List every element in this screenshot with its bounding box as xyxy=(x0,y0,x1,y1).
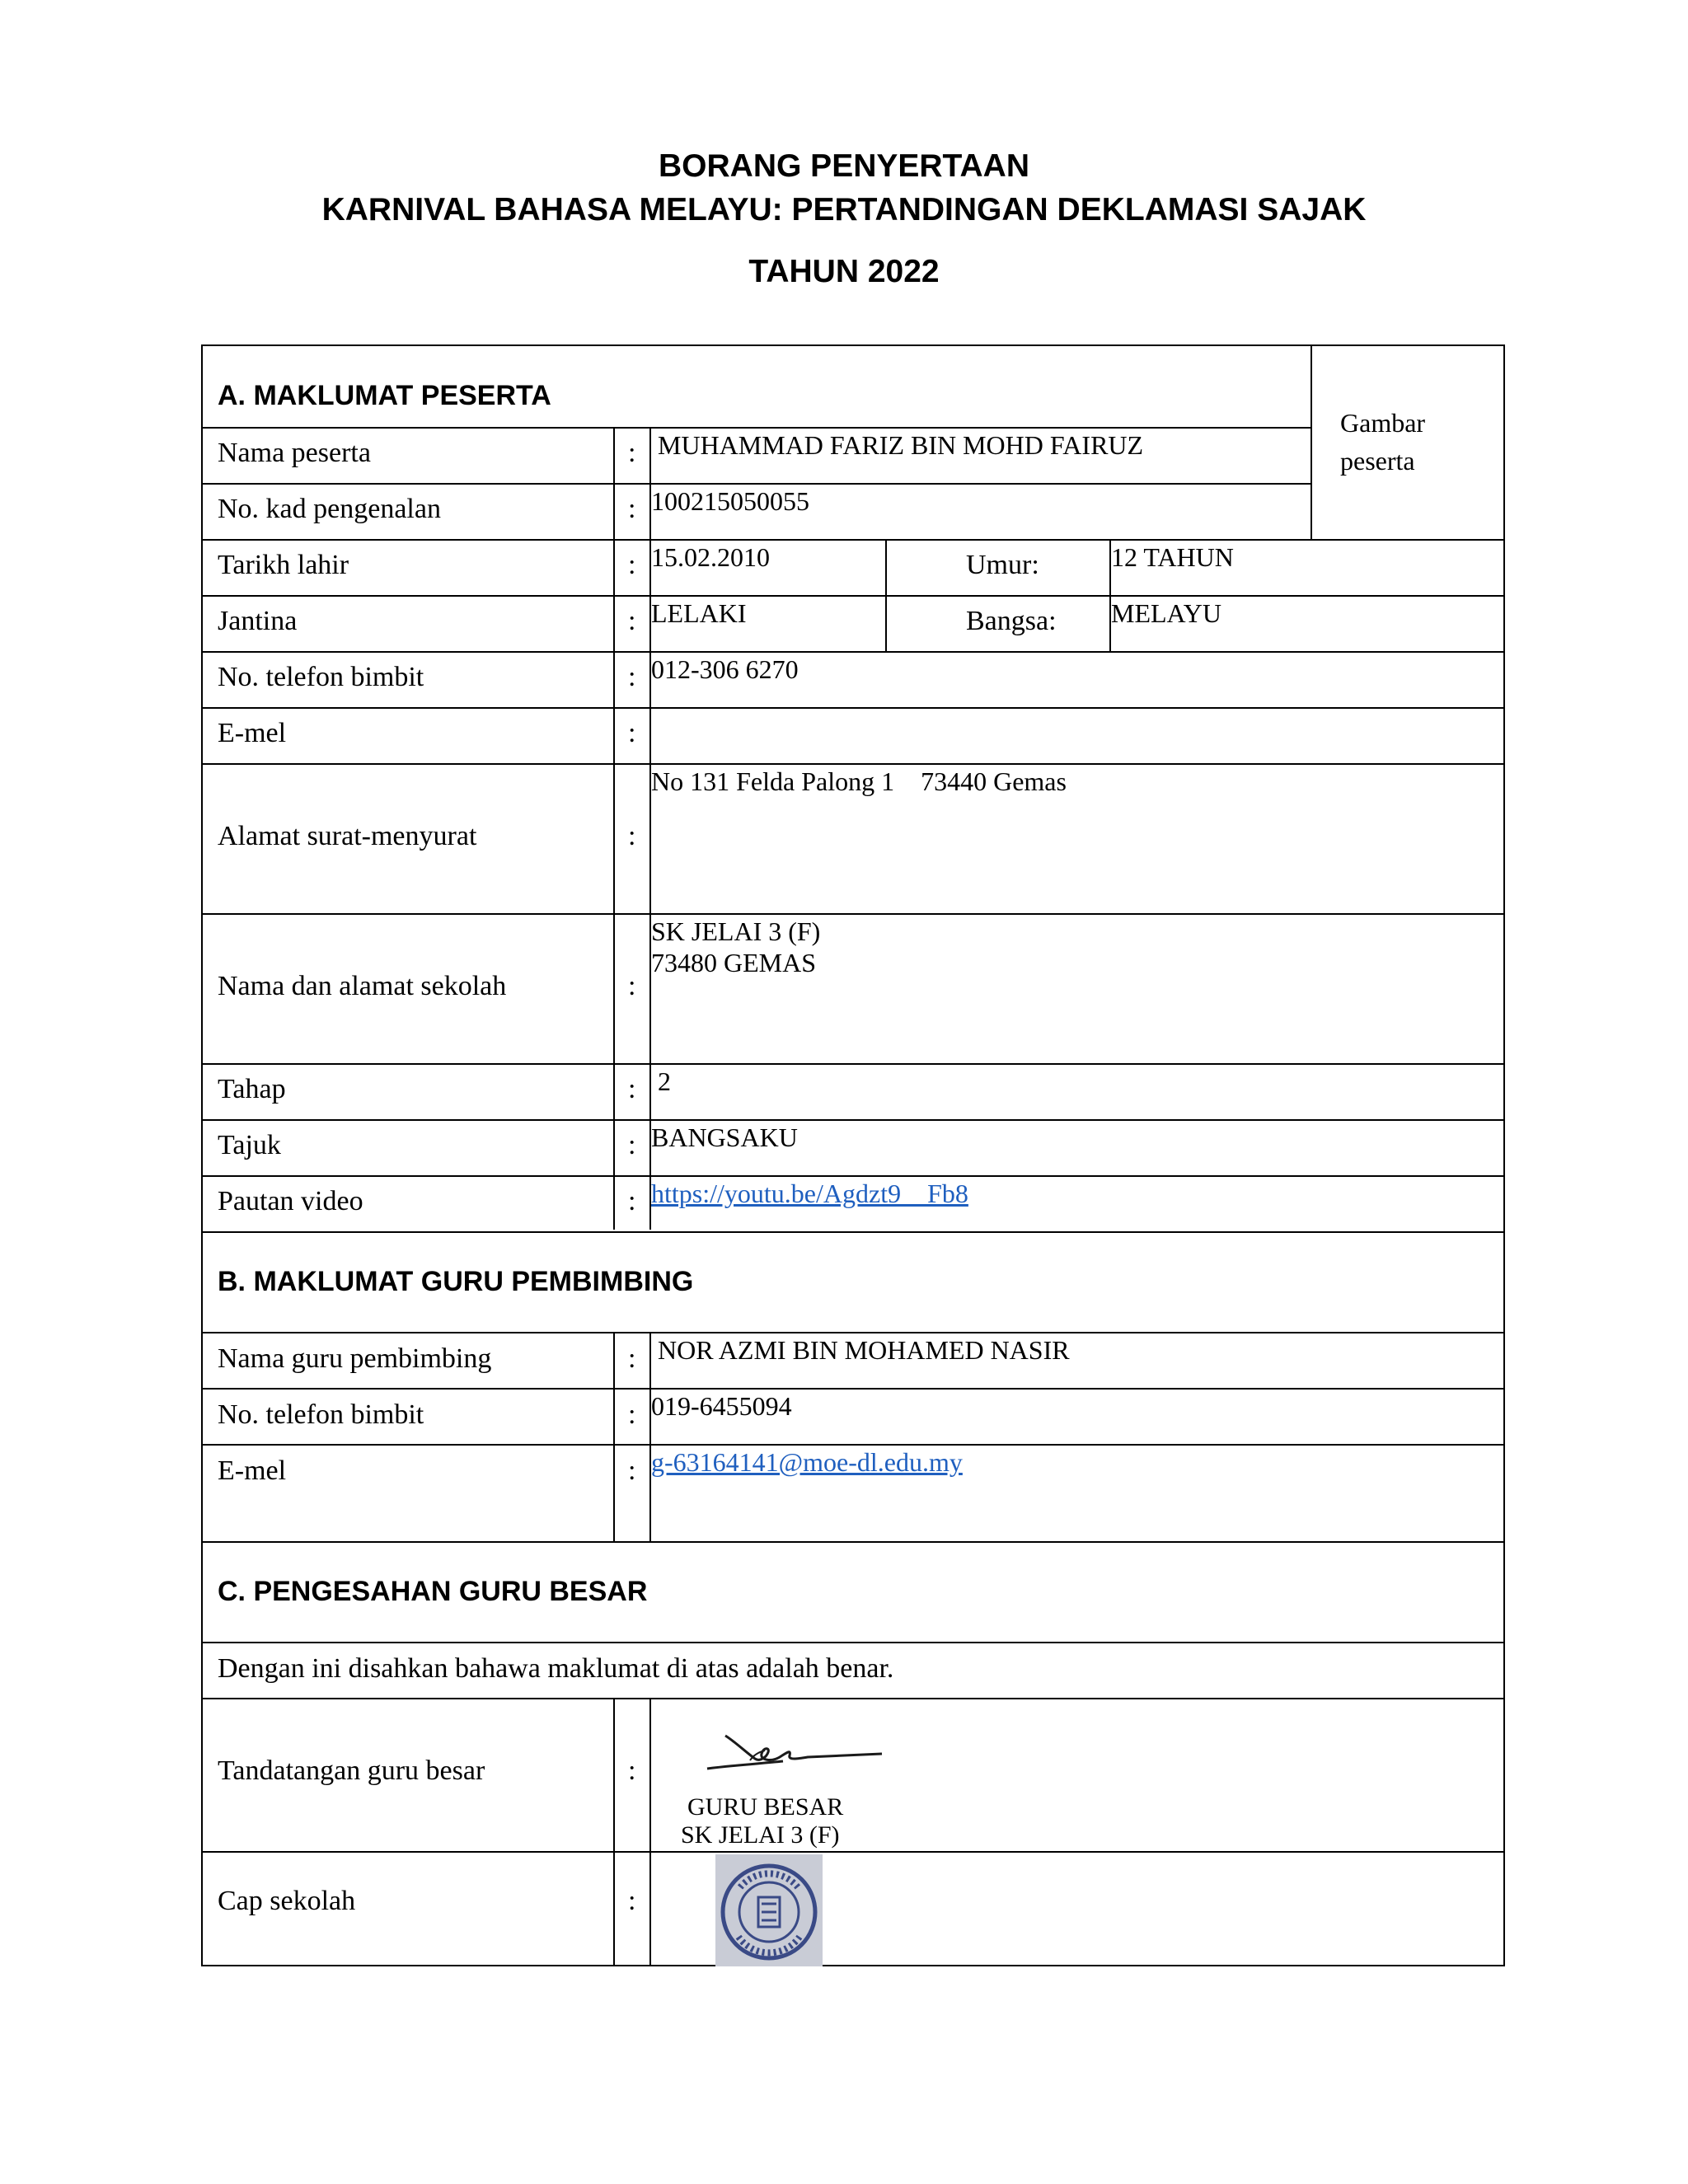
teacher-phone-label: No. telefon bimbit xyxy=(218,1399,424,1430)
colon: : xyxy=(628,662,636,692)
colon: : xyxy=(628,1186,636,1216)
phone-label: No. telefon bimbit xyxy=(218,662,424,692)
colon: : xyxy=(628,1886,636,1916)
colon: : xyxy=(628,1074,636,1104)
topic-label: Tajuk xyxy=(218,1130,281,1160)
participant-name-label: Nama peserta xyxy=(218,438,371,468)
race-value: MELAYU xyxy=(1111,598,1221,628)
section-b-title: B. MAKLUMAT GURU PEMBIMBING xyxy=(218,1266,694,1297)
colon: : xyxy=(628,494,636,524)
colon: : xyxy=(628,1399,636,1430)
school-address-value: 73480 GEMAS xyxy=(651,948,817,977)
colon: : xyxy=(628,821,636,851)
colon: : xyxy=(628,606,636,636)
phone-value: 012-306 6270 xyxy=(651,654,799,684)
teacher-email-link[interactable]: g-63164141@moe-dl.edu.my xyxy=(651,1447,963,1477)
signature-caption-title: GURU BESAR xyxy=(687,1793,844,1821)
colon: : xyxy=(628,438,636,468)
email-label: E-mel xyxy=(218,718,287,748)
ic-number-value: 100215050055 xyxy=(651,486,809,516)
colon: : xyxy=(628,1130,636,1160)
dob-value: 15.02.2010 xyxy=(651,542,770,572)
stamp-label: Cap sekolah xyxy=(218,1886,356,1916)
colon: : xyxy=(628,971,636,1001)
school-label: Nama dan alamat sekolah xyxy=(218,971,507,1001)
age-label: Umur: xyxy=(966,550,1039,580)
topic-value: BANGSAKU xyxy=(651,1122,798,1152)
signature-label: Tandatangan guru besar xyxy=(218,1755,485,1786)
race-label: Bangsa: xyxy=(966,606,1057,636)
form-year: TAHUN 2022 xyxy=(748,254,940,289)
level-label: Tahap xyxy=(218,1074,286,1104)
teacher-name-label: Nama guru pembimbing xyxy=(218,1343,492,1374)
age-value: 12 TAHUN xyxy=(1111,542,1234,572)
section-a-title: A. MAKLUMAT PESERTA xyxy=(218,380,551,411)
signature-caption-school: SK JELAI 3 (F) xyxy=(681,1821,840,1849)
teacher-email-label: E-mel xyxy=(218,1455,287,1486)
photo-placeholder: Gambar peserta xyxy=(1340,408,1426,476)
signature-image xyxy=(701,1724,890,1782)
colon: : xyxy=(628,550,636,580)
video-link[interactable]: https://youtu.be/Agdzt9__Fb8 xyxy=(651,1179,968,1208)
dob-label: Tarikh lahir xyxy=(218,550,349,580)
form-subtitle: KARNIVAL BAHASA MELAYU: PERTANDINGAN DEKLAMASI SAJAK xyxy=(321,192,1367,227)
colon: : xyxy=(628,1455,636,1486)
confirmation-statement: Dengan ini disahkan bahawa maklumat di atas adalah benar. xyxy=(218,1653,894,1684)
video-link-label: Pautan video xyxy=(218,1186,363,1216)
colon: : xyxy=(628,1343,636,1374)
colon: : xyxy=(628,1755,636,1786)
section-c-title: C. PENGESAHAN GURU BESAR xyxy=(218,1576,648,1607)
colon: : xyxy=(628,718,636,748)
address-value: No 131 Felda Palong 1 73440 Gemas xyxy=(651,766,1067,796)
form-title: BORANG PENYERTAAN xyxy=(659,148,1029,184)
ic-number-label: No. kad pengenalan xyxy=(218,494,441,524)
school-name-value: SK JELAI 3 (F) xyxy=(651,916,821,946)
teacher-name-value: NOR AZMI BIN MOHAMED NASIR xyxy=(658,1335,1070,1365)
participant-name-value: MUHAMMAD FARIZ BIN MOHD FAIRUZ xyxy=(658,430,1144,460)
gender-value: LELAKI xyxy=(651,598,747,628)
address-label: Alamat surat-menyurat xyxy=(218,821,477,851)
school-stamp-image xyxy=(715,1854,823,1966)
gender-label: Jantina xyxy=(218,606,298,636)
level-value: 2 xyxy=(658,1066,671,1096)
form-table xyxy=(201,344,1505,1966)
teacher-phone-value: 019-6455094 xyxy=(651,1391,792,1421)
